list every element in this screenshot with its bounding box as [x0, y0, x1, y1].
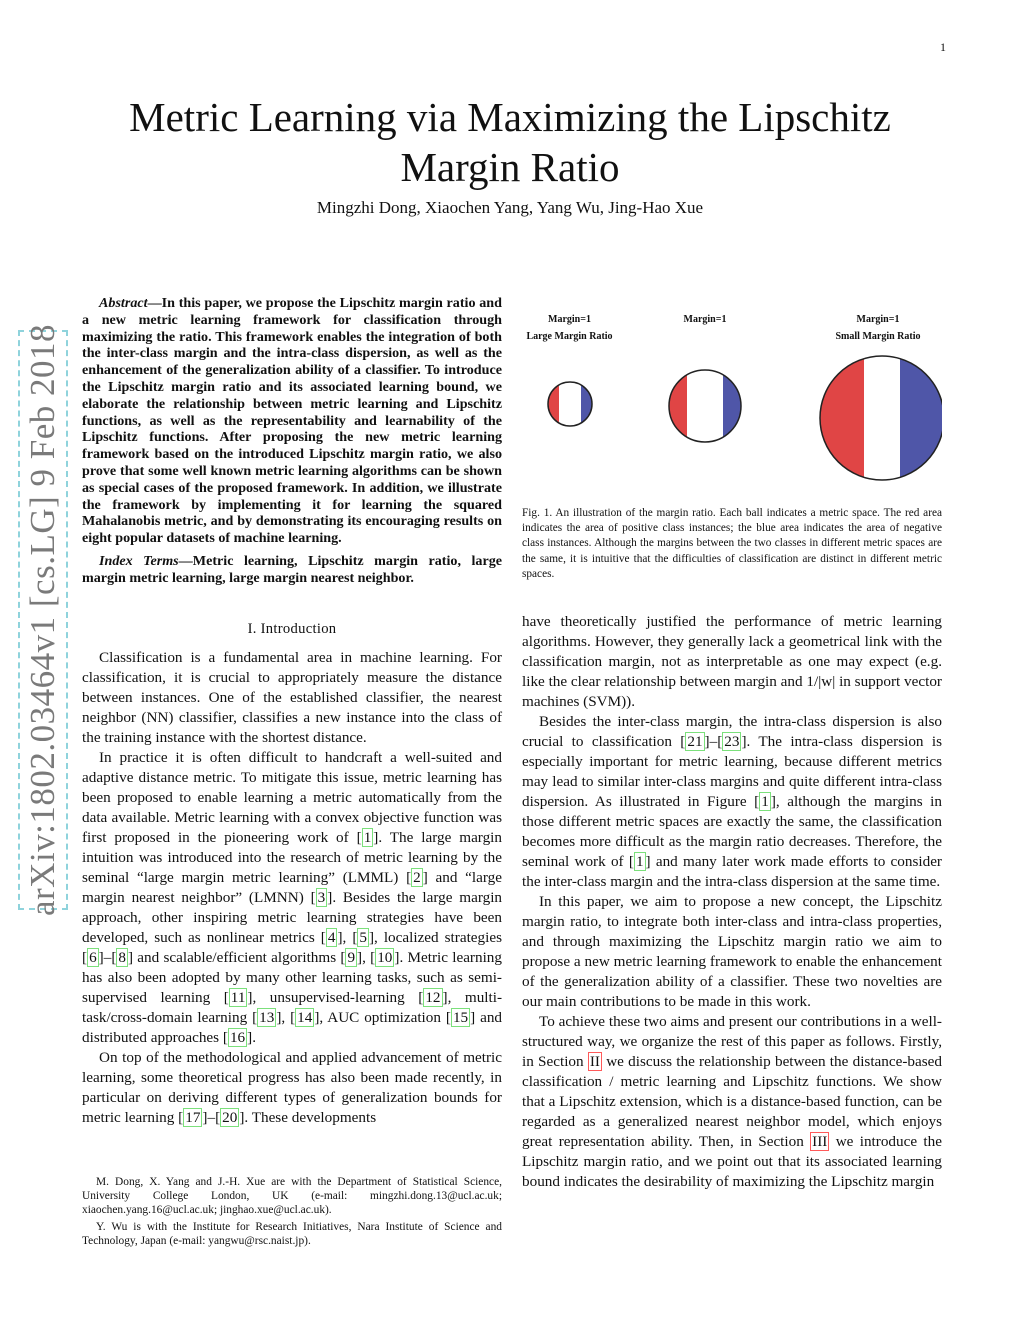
- citation-link[interactable]: 1: [635, 853, 644, 870]
- title-line-1: Metric Learning via Maximizing the Lipschitz: [129, 94, 891, 140]
- right-paragraph-2: Besides the inter-class margin, the intra-class dispersion is also crucial to classification [ 21 ]–[ 23 ]. The intra-class dispersion is especially important for metric learning, because different metrics may lead to similar inter-class margins and quite different intra-class dispersion. As illustrated in Figure [ 1 ], although the margins in those different metric spaces are exactly the same, the classification becomes more difficult as the margin ratio decreases. Therefore, the seminal work of [ 1 ] and many later work made efforts to consider the inter-class margin and the intra-class dispersion at the same time.: [522, 713, 942, 890]
- ball-3-margin: Margin=1: [856, 314, 900, 325]
- abstract-label: Abstract: [99, 295, 148, 311]
- citation-link[interactable]: 5: [359, 928, 367, 946]
- citation-link[interactable]: 1: [761, 793, 769, 810]
- abstract: [82, 295, 502, 547]
- citation-link[interactable]: 11: [230, 988, 246, 1006]
- ball-small-gap: [559, 378, 581, 438]
- citation-link[interactable]: 10: [377, 948, 393, 966]
- intro-paragraph-2: In practice it is often difficult to handcraft a well-suited and adaptive distance metric. To mitigate this issue, metric learning has been proposed to enable learning a metric automatically from the data available. Metric learning with a convex objective function was first proposed in the pioneering work of [ 1 ]. The large margin intuition was introduced into the research of metric learning by the seminal “large margin metric learning” (LMML) [ 2 ] and “large margin nearest neighbor” (LMNN) [ 3 ]. Besides the large margin approach, other inspiring metric learning strategies have been developed, such as nonlinear metrics [ 4 ], [ 5 ], localized strategies [ 6 ]–[ 8 ] and scalable/efficient algorithms [ 9 ], [ 10 ]. Metric learning has also been adopted by many other learning tasks, such as semi-supervised learning [ 11 ], unsupervised-learning [ 12 ], multi-task/cross-domain learning [ 13 ], [ 14 ], AUC optimization [ 15 ] and distributed approaches [ 16 ].: [82, 748, 503, 1046]
- citation-link[interactable]: 21: [687, 733, 703, 750]
- citation-link[interactable]: 1: [363, 828, 372, 846]
- ball-large-gap: [864, 353, 900, 483]
- figure-1-caption: Fig. 1. An illustration of the margin ratio. Each ball indicates a metric space. The red area indicates the area of positive class instances; the blue area indicates the area of negative class instances. Although the margins between the two classes in different metric spaces are the same, it is intuitive that the difficulties of classification are distinct in different metric spaces.: [522, 507, 942, 580]
- intro-paragraph-1: Classification is a fundamental area in machine learning. For classification, it is crucial to appropriately measure the distance between instances. One of the established classifier, the nearest neighbor (NN) classifier, classifies a new instance into the class of the training instance with the shortest distance.: [82, 648, 502, 746]
- citation-link[interactable]: 14: [297, 1008, 313, 1026]
- page-number: 1: [940, 40, 946, 54]
- citation-link[interactable]: 9: [347, 948, 356, 966]
- citation-link[interactable]: 23: [724, 733, 740, 750]
- index-terms: [82, 553, 502, 587]
- right-paragraph-4: To achieve these two aims and present our contributions in a well-structured way, we organize the rest of this paper as follows. Firstly, in Section II we discuss the relationship between the distance-based classification / metric learning and Lipschitz functions. We show that a Lipschitz extension, which is a distance-based function, can be regarded as a generalized nearest neighbor model, which enjoys great representation ability. Then, in Section III we introduce the Lipschitz margin ratio, and we point out that its associated learning bound indicates the desirability of maximizing the Lipschitz margin: [522, 1013, 942, 1190]
- citation-link[interactable]: 3: [317, 888, 326, 906]
- section-link[interactable]: II: [589, 1053, 600, 1070]
- ball-small-positive: [548, 378, 559, 438]
- right-paragraph-3: In this paper, we aim to propose a new concept, the Lipschitz margin ratio, to integrate both inter-class and intra-class properties, and through maximizing the Lipschitz margin ratio we aim to propose a new metric learning framework to enable the enhancement of the generalization ability of a classifier. These two novelties are our main contributions to be made in this work.: [522, 893, 942, 1010]
- citation-link[interactable]: 2: [413, 868, 421, 886]
- arxiv-stamp-text: arXiv:1802.03464v1 [cs.LG] 9 Feb 2018: [23, 323, 62, 917]
- ball-small-negative: [581, 378, 592, 438]
- index-terms-text: —Metric learning, Lipschitz margin ratio, large margin metric learning, large margin nearest neighbor.: [82, 552, 502, 586]
- citation-link[interactable]: 12: [425, 988, 441, 1006]
- section-heading: I. Introduction: [247, 620, 337, 637]
- citation-link[interactable]: 15: [452, 1008, 469, 1026]
- ball-1-ratio: Large Margin Ratio: [526, 331, 613, 342]
- figure-1: [522, 308, 942, 498]
- citation-link[interactable]: 13: [259, 1008, 275, 1026]
- citation-link[interactable]: 20: [222, 1108, 238, 1126]
- citation-link[interactable]: 17: [185, 1108, 201, 1126]
- citation-link[interactable]: 6: [89, 948, 97, 966]
- right-paragraph-1: have theoretically justified the performance of metric learning algorithms. However, they generally lack a geometrical link with the classification margin, not as interpretable as one may expect (e.g. like the clear relationship between margin and 1/|w| in support vector machines (SVM)).: [522, 613, 942, 710]
- intro-paragraph-3: On top of the methodological and applied advancement of metric learning, some theoretical progress has also been made recently, in particular on deriving different types of generalization bounds for metric learning [ 17 ]–[ 20 ]. These developments: [82, 1048, 502, 1126]
- section-link[interactable]: III: [812, 1133, 828, 1150]
- authors: Mingzhi Dong, Xiaochen Yang, Yang Wu, Jing-Hao Xue: [316, 198, 704, 217]
- ball-small: [548, 378, 592, 438]
- ball-1-margin: Margin=1: [548, 314, 591, 325]
- footnotes: [82, 1175, 502, 1251]
- arxiv-stamp[interactable]: [18, 323, 68, 917]
- footnote-affiliation-nara: Y. Wu is with the Institute for Research Initiatives, Nara Institute of Science and Technology, Japan (e-mail: yangwu@rsc.naist.jp).: [82, 1221, 502, 1247]
- margin-ratio-illustration: [522, 308, 942, 498]
- ball-2-margin: Margin=1: [683, 314, 727, 325]
- citation-link[interactable]: 16: [229, 1028, 246, 1046]
- paper-title: [100, 92, 920, 192]
- ball-large-positive: [820, 353, 864, 483]
- footnote-affiliation-ucl: M. Dong, X. Yang and J.-H. Xue are with the Department of Statistical Science, University College London, UK (e-mail: mingzhi.dong.13@ucl.ac.uk; xiaochen.yang.16@ucl.ac.uk; jinghao.xue@ucl.ac.uk).: [82, 1176, 502, 1216]
- index-terms-label: Index Terms: [99, 552, 179, 569]
- abstract-text: —In this paper, we propose the Lipschitz margin ratio and a new metric learning framework for classification through maximizing the ratio. This framework enables the integration of both the inter-class margin and the intra-class dispersion, as well as the enhancement of the generalization ability of a classifier. To introduce the Lipschitz margin ratio and its associated learning bound, we elaborate the relationship between metric learning and Lipschitz functions, as well as the representability and learnability of the Lipschitz functions. After proposing the new metric learning framework based on the introduced Lipschitz margin ratio, we also prove that some well known metric learning algorithms can be shown as special cases of the proposed framework. In addition, we illustrate the framework by implementing it for learning the squared Mahalanobis metric, and by demonstrating its encouraging results on eight popular datasets of machine learning.: [82, 295, 502, 547]
- title-line-2: Margin Ratio: [400, 144, 620, 190]
- right-column: [522, 612, 942, 1192]
- ball-large-negative: [900, 353, 942, 483]
- ball-medium-gap: [687, 368, 723, 448]
- citation-link[interactable]: 4: [327, 928, 336, 946]
- left-column: [82, 295, 502, 1128]
- ball-3-ratio: Small Margin Ratio: [835, 331, 921, 342]
- citation-link[interactable]: 8: [118, 948, 126, 966]
